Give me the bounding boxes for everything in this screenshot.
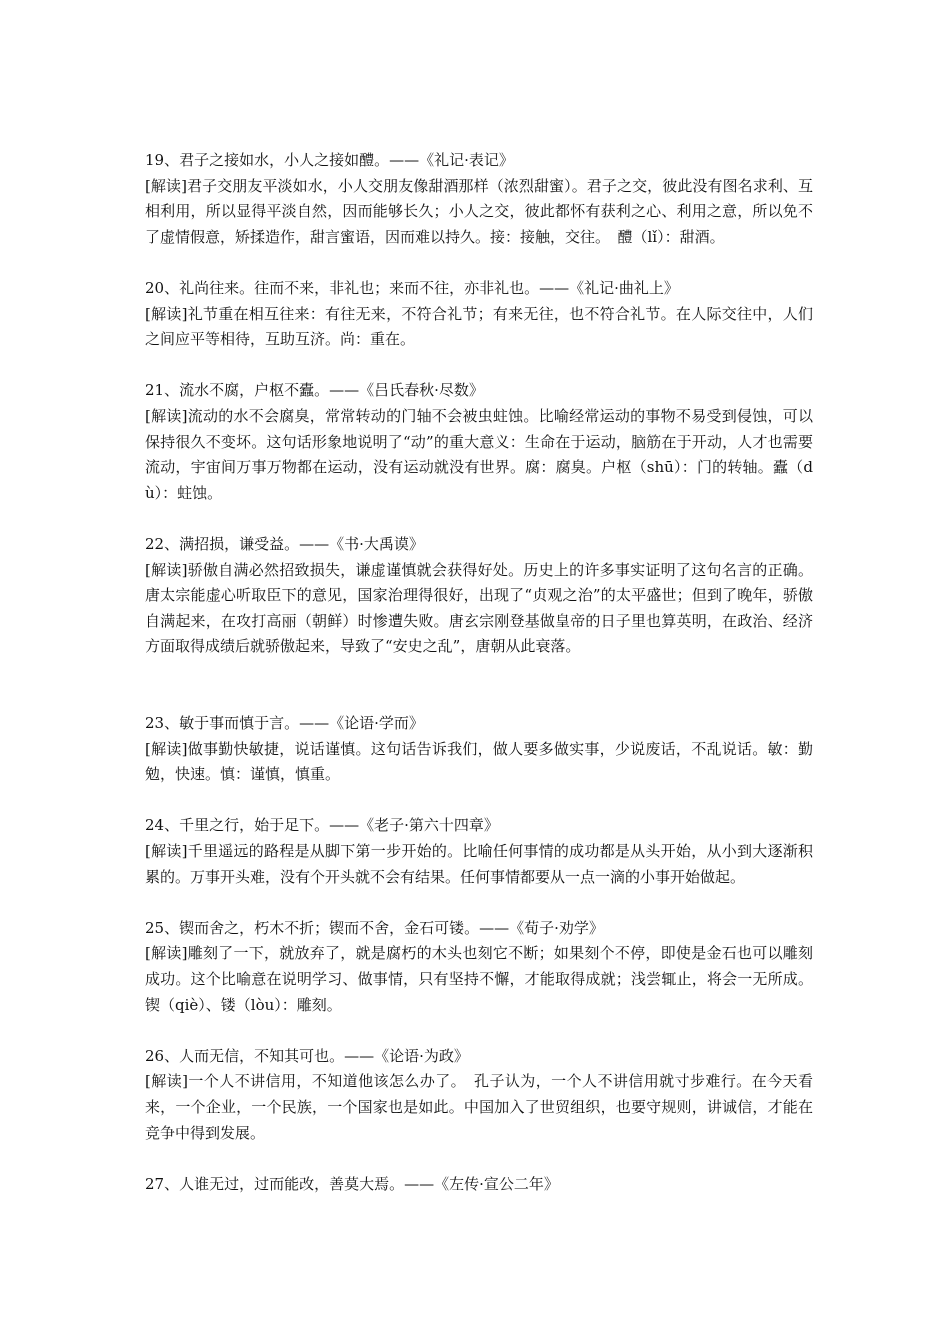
entry-explanation: [解读]一个人不讲信用，不知道他该怎么办了。 孔子认为，一个人不讲信用就寸步难行。在今天看来，一个企业，一个民族，一个国家也是如此。中国加入了世贸组织，也要守规则，讲诚信，才能在竞争中得到发展。 [145,1072,813,1142]
document-body [145,148,813,1223]
entry-quote: 22、满招损，谦受益。——《书·大禹谟》 [145,534,424,553]
entry-explanation: [解读]流动的水不会腐臭，常常转动的门轴不会被虫蛀蚀。比喻经常运动的事物不易受到侵蚀，可以保持很久不变坏。这句话形象地说明了“动”的重大意义：生命在于运动，脑筋在于开动，人才也需要流动，宇宙间万事万物都在运动，没有运动就没有世界。腐：腐臭。户枢（shū）：门的转轴。蠹（dù）：蛀蚀。 [145,406,813,502]
entry-21 [145,378,813,506]
entry-20 [145,276,813,353]
entry-quote: 24、千里之行，始于足下。——《老子·第六十四章》 [145,816,499,835]
entry-25 [145,916,813,1018]
entry-quote: 26、人而无信，不知其可也。——《论语·为政》 [145,1046,469,1065]
entry-quote: 21、流水不腐，户枢不蠹。——《吕氏春秋·尽数》 [145,381,484,400]
entry-26 [145,1044,813,1146]
entry-explanation: [解读]礼节重在相互往来：有往无来，不符合礼节；有来无往，也不符合礼节。在人际交往中，人们之间应平等相待，互助互济。尚：重在。 [145,304,813,349]
entry-quote: 25、锲而舍之，朽木不折；锲而不舍，金石可镂。——《荀子·劝学》 [145,918,604,937]
entry-quote: 19、君子之接如水，小人之接如醴。——《礼记·表记》 [145,151,514,169]
entry-explanation: [解读]做事勤快敏捷，说话谨慎。这句话告诉我们，做人要多做实事，少说废话，不乱说话。敏：勤勉，快速。慎：谨慎，慎重。 [145,739,813,784]
entry-19 [145,148,813,250]
entry-quote: 27、人谁无过，过而能改，善莫大焉。——《左传·宣公二年》 [145,1174,559,1193]
entry-explanation: [解读]雕刻了一下，就放弃了，就是腐朽的木头也刻它不断；如果刻个不停，即使是金石也可以雕刻成功。这个比喻意在说明学习、做事情，只有坚持不懈，才能取得成就；浅尝辄止，将会一无所成。锲（qiè）、镂（lòu）：雕刻。 [145,944,813,1014]
entry-22 [145,532,813,660]
entry-explanation: [解读]君子交朋友平淡如水，小人交朋友像甜酒那样（浓烈甜蜜）。君子之交，彼此没有图名求利、互相利用，所以显得平淡自然，因而能够长久；小人之交，彼此都怀有获利之心、利用之意，所以免不了虚情假意，矫揉造作，甜言蜜语，因而难以持久。接：接触，交往。 醴（lǐ）：甜酒。 [145,176,813,246]
entry-23 [145,711,813,788]
entry-24 [145,813,813,890]
entry-27 [145,1172,813,1198]
entry-quote: 23、敏于事而慎于言。——《论语·学而》 [145,714,424,733]
entry-quote: 20、礼尚往来。往而不来，非礼也；来而不往，亦非礼也。——《礼记·曲礼上》 [145,278,679,297]
entry-explanation: [解读]骄傲自满必然招致损失，谦虚谨慎就会获得好处。历史上的许多事实证明了这句名言的正确。唐太宗能虚心听取臣下的意见，国家治理得很好，出现了“贞观之治”的太平盛世；但到了晚年，骄傲自满起来，在攻打高丽（朝鲜）时惨遭失败。唐玄宗刚登基做皇帝的日子里也算英明，在政治、经济方面取得成绩后就骄傲起来，导致了“安史之乱”，唐朝从此衰落。 [145,560,813,656]
entry-explanation: [解读]千里遥远的路程是从脚下第一步开始的。比喻任何事情的成功都是从头开始，从小到大逐渐积累的。万事开头难，没有个开头就不会有结果。任何事情都要从一点一滴的小事开始做起。 [145,842,813,886]
